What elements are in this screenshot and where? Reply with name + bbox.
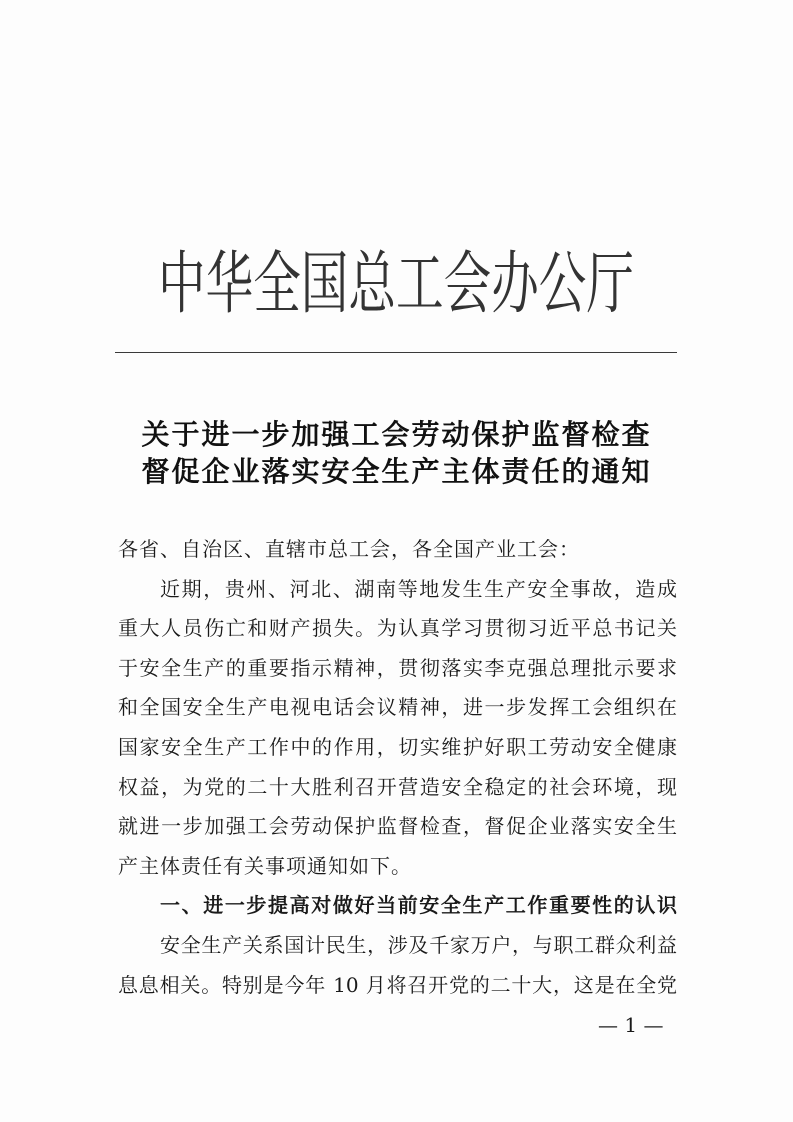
paragraph-line: 权益，为党的二十大胜利召开营造安全稳定的社会环境，现 <box>118 774 677 799</box>
header-divider <box>115 352 677 353</box>
paragraph-line: 国家安全生产工作中的作用，切实维护好职工劳动安全健康 <box>118 734 677 759</box>
paragraph-line: 近期，贵州、河北、湖南等地发生生产安全事故，造成 <box>160 576 677 601</box>
section-heading: 一、进一步提高对做好当前安全生产工作重要性的认识 <box>160 893 677 918</box>
document-body <box>118 530 677 1005</box>
salutation: 各省、自治区、直辖市总工会，各全国产业工会： <box>118 537 580 561</box>
paragraph-line: 息息相关。特别是今年 10 月将召开党的二十大，这是在全党 <box>118 972 677 997</box>
issuer-header <box>0 245 793 325</box>
issuer-name: 中华全国总工会办公厅 <box>158 245 635 324</box>
paragraph-line: 和全国安全生产电视电话会议精神，进一步发挥工会组织在 <box>118 695 677 720</box>
paragraph-line: 安全生产关系国计民生，涉及千家万户，与职工群众利益 <box>160 932 677 957</box>
title-line: 关于进一步加强工会劳动保护监督检查 <box>141 418 652 451</box>
title-line: 督促企业落实安全生产主体责任的通知 <box>141 455 652 488</box>
document-title <box>0 416 793 490</box>
paragraph-line: 就进一步加强工会劳动保护监督检查，督促企业落实安全生 <box>118 814 677 839</box>
paragraph-line: 产主体责任有关事项通知如下。 <box>118 853 412 878</box>
page-number: — 1 — <box>598 1013 664 1037</box>
paragraph-line: 重大人员伤亡和财产损失。为认真学习贯彻习近平总书记关 <box>118 616 677 641</box>
paragraph-line: 于安全生产的重要指示精神，贯彻落实李克强总理批示要求 <box>118 655 677 680</box>
